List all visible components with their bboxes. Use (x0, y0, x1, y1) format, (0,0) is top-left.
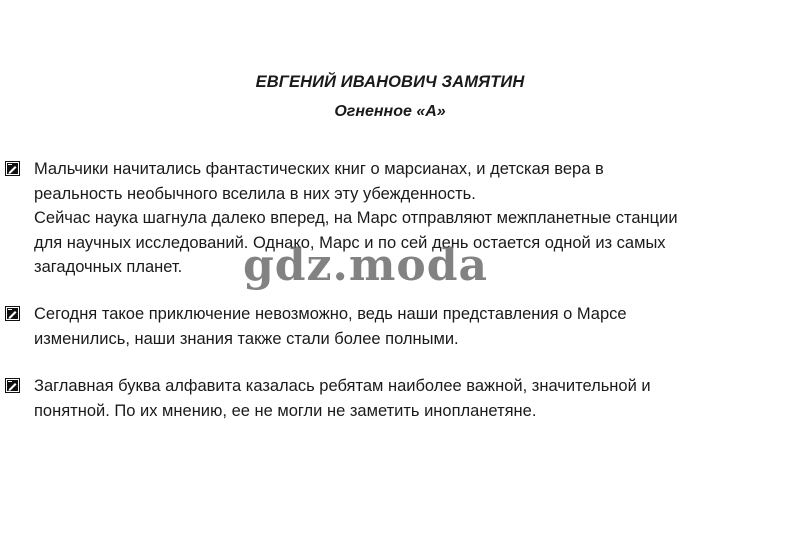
answer-line: изменились, наши знания также стали более полными. (34, 329, 459, 348)
answer-line: загадочных планет. (34, 258, 183, 276)
pencil-note-icon (5, 161, 20, 176)
pencil-note-icon (5, 378, 20, 393)
answer-line: Заглавная буква алфавита казалась ребятам наиболее важной, значительной и (34, 377, 651, 395)
work-title: Огненное «А» (334, 103, 446, 120)
answer-line: понятной. По их мнению, ее не могли не заметить инопланетяне. (34, 401, 537, 420)
author-name: ЕВГЕНИЙ ИВАНОВИЧ ЗАМЯТИН (255, 73, 525, 91)
answer-line: Сейчас наука шагнула далеко вперед, на Марс отправляют межпланетные станции (34, 209, 678, 227)
answer-line: Мальчики начитались фантастических книг о марсианах, и детская вера в (34, 160, 604, 178)
answer-text (34, 374, 754, 423)
watermark: gdz.moda (243, 240, 489, 291)
answer-line: реальность необычного вселила в них эту убежденность. (34, 184, 476, 203)
answer-text (34, 302, 754, 351)
answer-line: для научных исследований. Однако, Марс и по сей день остается одной из самых (34, 233, 666, 252)
pencil-note-icon (5, 306, 20, 321)
answer-line: Сегодня такое приключение невозможно, ведь наши представления о Марсе (34, 305, 627, 323)
